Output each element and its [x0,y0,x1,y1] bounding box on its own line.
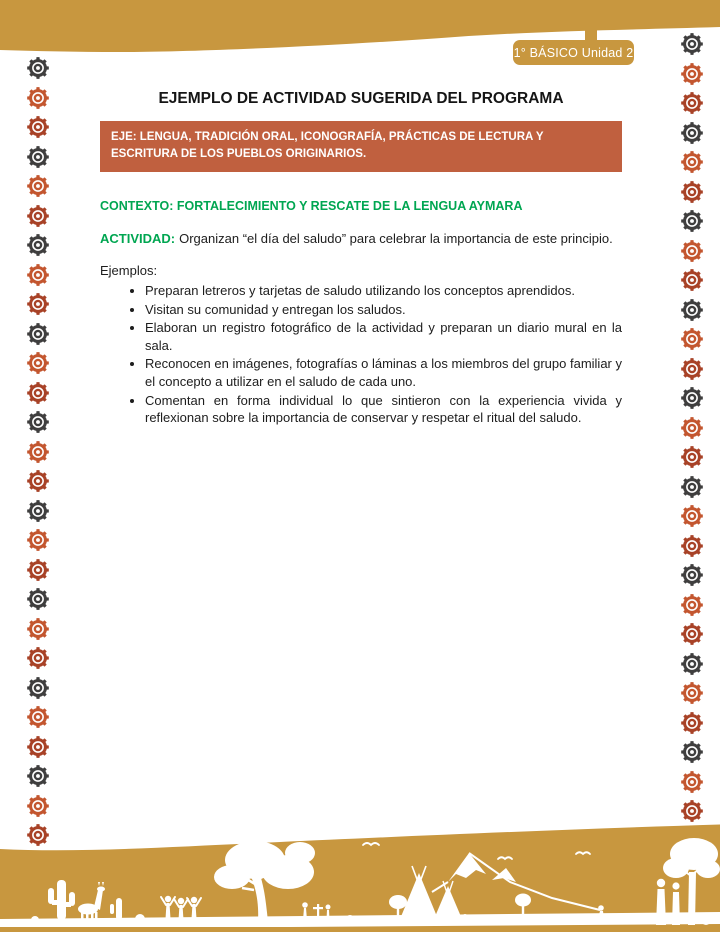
actividad-line [100,231,622,246]
rosette-icon [27,677,49,699]
right-border-ornament [681,33,703,822]
rosette-icon [681,33,703,55]
actividad-label: ACTIVIDAD: [100,231,176,246]
eje-banner: EJE: LENGUA, TRADICIÓN ORAL, ICONOGRAFÍA, PRÁCTICAS DE LECTURA Y ESCRITURA DE LOS PUEBLOS ORIGINARIOS. [100,121,622,172]
rosette-icon [681,328,703,350]
rosette-icon [681,446,703,468]
rosette-icon [27,795,49,817]
rosette-icon [27,441,49,463]
rosette-icon [27,647,49,669]
rosette-icon [681,269,703,291]
rosette-icon [681,564,703,586]
ejemplos-list [100,282,622,428]
unit-badge-label: 1° BÁSICO Unidad 2 [513,45,634,60]
footer-art [0,820,720,932]
rosette-icon [681,299,703,321]
list-item: • Elaboran un registro fotográfico de la actividad y preparan un diario mural en la sala. [145,319,622,354]
rosette-icon [27,706,49,728]
rosette-icon [681,623,703,645]
list-item: • Visitan su comunidad y entregan los saludos. [145,301,622,319]
rosette-icon [681,682,703,704]
rosette-icon [27,559,49,581]
rosette-icon [27,352,49,374]
rosette-icon [681,358,703,380]
rosette-icon [27,175,49,197]
rosette-icon [681,181,703,203]
rosette-icon [681,505,703,527]
rosette-icon [27,57,49,79]
rosette-icon [681,594,703,616]
left-border-ornament [27,57,49,846]
rosette-icon [681,476,703,498]
rosette-icon [681,92,703,114]
rosette-icon [27,205,49,227]
rosette-icon [27,529,49,551]
rosette-icon [27,146,49,168]
rosette-icon [27,293,49,315]
rosette-icon [27,588,49,610]
rosette-icon [681,387,703,409]
list-item: • Comentan en forma individual lo que sintieron con la experiencia vivida y reflexionan sobre la importancia de conservar y respetar el ritual del saludo. [145,392,622,427]
rosette-icon [681,712,703,734]
rosette-icon [27,411,49,433]
rosette-icon [27,736,49,758]
rosette-icon [681,63,703,85]
rosette-icon [681,210,703,232]
rosette-icon [681,240,703,262]
contexto-heading: CONTEXTO: FORTALECIMIENTO Y RESCATE DE LA LENGUA AYMARA [100,199,523,213]
page-title: EJEMPLO DE ACTIVIDAD SUGERIDA DEL PROGRAMA [158,90,564,107]
rosette-icon [27,323,49,345]
rosette-icon [27,116,49,138]
rosette-icon [681,800,703,822]
rosette-icon [27,618,49,640]
list-item: • Reconocen en imágenes, fotografías o láminas a los miembros del grupo familiar y el concepto a utilizar en el saludo de cada uno. [145,355,622,390]
rosette-icon [681,151,703,173]
rosette-icon [27,382,49,404]
rosette-icon [27,470,49,492]
rosette-icon [27,264,49,286]
rosette-icon [681,535,703,557]
rosette-icon [27,234,49,256]
rosette-icon [27,87,49,109]
footer-bottom-line [0,927,720,932]
rosette-icon [681,122,703,144]
rosette-icon [27,765,49,787]
rosette-icon [681,653,703,675]
rosette-icon [681,741,703,763]
unit-badge [513,40,634,65]
list-item: • Preparan letreros y tarjetas de saludo utilizando los conceptos aprendidos. [145,282,622,300]
rosette-icon [27,500,49,522]
rosette-icon [681,771,703,793]
ejemplos-label: Ejemplos: [100,263,158,278]
actividad-text: Organizan “el día del saludo” para celebrar la importancia de este principio. [179,231,613,246]
rosette-icon [681,417,703,439]
